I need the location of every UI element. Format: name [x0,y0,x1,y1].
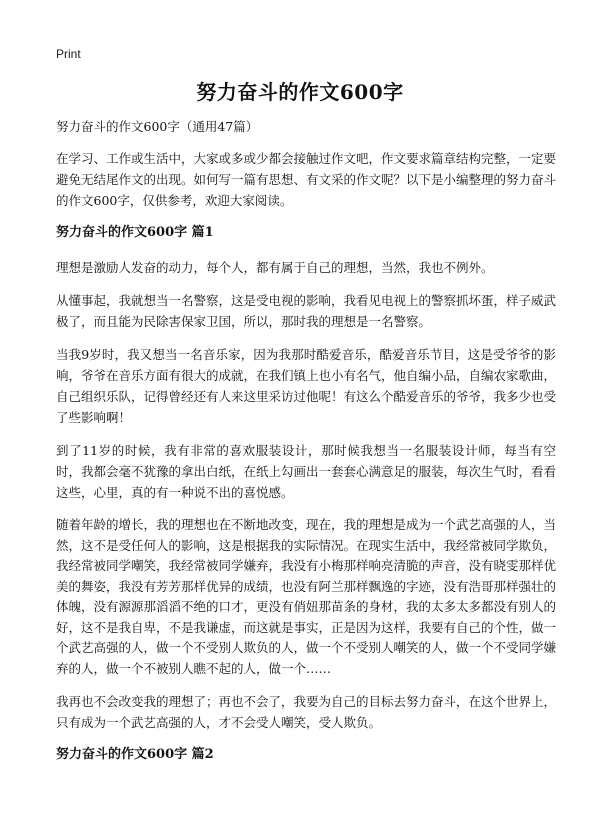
print-link[interactable]: Print [56,47,81,61]
section-heading-1: 努力奋斗的作文600字 篇1 [56,225,214,240]
paragraph: 到了11岁的时候，我有非常的喜欢服装设计，那时候我想当一名服装设计师，每当有空时，我都会毫不犹豫的拿出白纸，在纸上勾画出一套套心满意足的服装，每次生气时，看看这些，心里，真的有一种说不出的喜悦感。 [56,443,557,500]
paragraph: 随着年龄的增长，我的理想也在不断地改变，现在，我的理想是成为一个武艺高强的人，当然，这不是受任何人的影响，这是根据我的实际情况。在现实生活中，我经常被同学欺负，我经常被同学嘲笑，我经常被同学嫌弃，我没有小梅那样响亮清脆的声音，没有晓雯那样优美的舞姿，我没有芳芳那样优异的成绩，也没有阿兰那样飘逸的字迹，没有浩哥那样强壮的体魄，没有源源那滔滔不绝的口才，更没有俏妞那苗条的身材，我的太多太多都没有别人的好，这不是我自卑，不是我谦虚，而这就是事实，正是因为这样，我要有自己的个性，做一个武艺高强的人，做一个不受别人欺负的人，做一个不受别人嘲笑的人，做一个不受同学嫌弃的人，做一个不被别人瞧不起的人，做一个…… [56,517,557,676]
paragraph: 我再也不会改变我的理想了；再也不会了，我要为自己的目标去努力奋斗，在这个世界上，只有成为一个武艺高强的人，才不会受人嘲笑，受人欺负。 [56,694,557,730]
page-title: 努力奋斗的作文600字 [196,80,404,104]
article-body [56,118,556,779]
section-heading-2: 努力奋斗的作文600字 篇2 [56,747,214,762]
article-subtitle: 努力奋斗的作文600字（通用47篇） [56,119,259,134]
paragraph: 当我9岁时，我又想当一名音乐家，因为我那时酷爱音乐，酷爱音乐节目，这是受爷爷的影响，爷爷在音乐方面有很大的成就，在我们镇上也小有名气，他自编小品，自编农家歌曲，自己组织乐队，记得曾经还有人来这里采访过他呢！有这么个酷爱音乐的爷爷，我多少也受了些影响啊！ [56,347,557,425]
paragraph: 理想是激励人发奋的动力，每个人，都有属于自己的理想，当然，我也不例外。 [56,260,494,275]
paragraph: 从懂事起，我就想当一名警察，这是受电视的影响，我看见电视上的警察抓坏蛋，样子威武极了，而且能为民除害保家卫国，所以，那时我的理想是一名警察。 [56,293,557,329]
intro-paragraph: 在学习、工作或生活中，大家或多或少都会接触过作文吧，作文要求篇章结构完整，一定要避免无结尾作文的出现。如何写一篇有思想、有文采的作文呢？以下是小编整理的努力奋斗的作文600字，仅供参考，欢迎大家阅读。 [56,151,557,208]
